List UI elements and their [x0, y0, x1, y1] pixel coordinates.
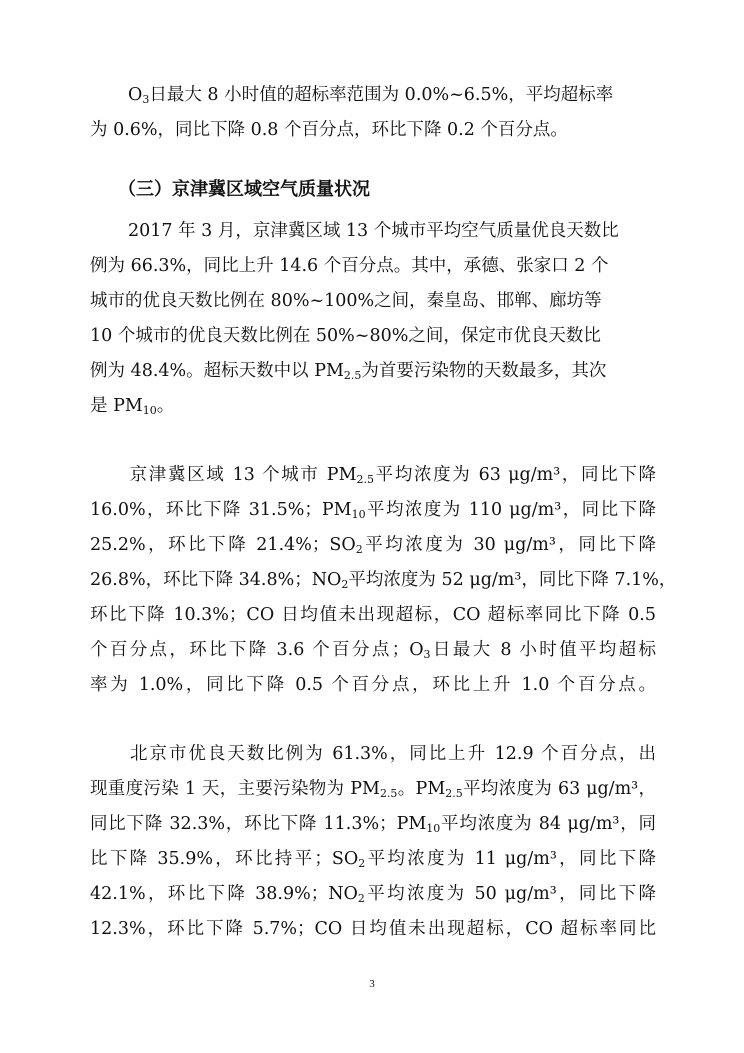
text-line: 是 $PM_{10}$。 [90, 396, 175, 417]
text-line: 个百分点，环比下降 3.6 个百分点；$O_3$日最大 8 小时值平均超标 [90, 640, 656, 661]
text-line: 同比下降 32.3%，环比下降 11.3%；$PM_{10}$平均浓度为 84 μg/m³，同 [90, 814, 656, 835]
text-line: 环比下降 10.3%；CO 日均值未出现超标，CO 超标率同比下降 0.5 [90, 605, 656, 625]
paragraph-region-overview [90, 214, 656, 424]
text-line: 率为 1.0%，同比下降 0.5 个百分点，环比上升 1.0 个百分点。 [90, 675, 656, 695]
text-line: 现重度污染 1 天，主要污染物为 $PM_{2.5}$。$PM_{2.5}$平均浓度为 63 μg/m³， [90, 779, 656, 800]
text-line: 北京市优良天数比例为 61.3%，同比上升 12.9 个百分点，出 [128, 744, 656, 764]
section-heading: （三）京津冀区域空气质量状况 [118, 179, 370, 200]
text-line: 2017 年 3 月，京津冀区域 13 个城市平均空气质量优良天数比 [128, 221, 619, 241]
page-number: 3 [369, 978, 375, 990]
text-line: 26.8%，环比下降 34.8%；$NO_2$平均浓度为 52 μg/m³，同比下降 7.1%， [90, 570, 677, 591]
text-line: 比下降 35.9%，环比持平；$SO_2$平均浓度为 11 μg/m³，同比下降 [90, 849, 656, 870]
text-line: 例为 48.4%。超标天数中以 $PM_{2.5}$为首要污染物的天数最多，其次 [90, 361, 607, 382]
paragraph-region-pollutants [90, 458, 677, 703]
text-line: 城市的优良天数比例在 80%~100%之间，秦皇岛、邯郸、廊坊等 [90, 291, 602, 311]
paragraph-beijing [90, 737, 656, 947]
text-line: 25.2%，环比下降 21.4%；$SO_2$平均浓度为 30 μg/m³，同比下降 [90, 535, 656, 556]
text-line: 例为 66.3%，同比上升 14.6 个百分点。其中，承德、张家口 2 个 [90, 256, 609, 276]
paragraph-o3 [90, 78, 656, 148]
text-line: 42.1%，环比下降 38.9%；$NO_2$平均浓度为 50 μg/m³，同比下降 [90, 884, 656, 905]
text-line: 京津冀区域 13 个城市 $PM_{2.5}$平均浓度为 63 μg/m³，同比下降 [128, 465, 656, 486]
text-line: 12.3%，环比下降 5.7%；CO 日均值未出现超标，CO 超标率同比 [90, 919, 656, 939]
text-line: $O_3$日最大 8 小时值的超标率范围为 0.0%~6.5%，平均超标率 [128, 85, 614, 106]
text-line: 16.0%，环比下降 31.5%；$PM_{10}$平均浓度为 110 μg/m³，同比下降 [90, 500, 656, 521]
text-line: 10 个城市的优良天数比例在 50%~80%之间，保定市优良天数比 [90, 326, 601, 346]
text-line: 为 0.6%，同比下降 0.8 个百分点，环比下降 0.2 个百分点。 [90, 120, 568, 140]
